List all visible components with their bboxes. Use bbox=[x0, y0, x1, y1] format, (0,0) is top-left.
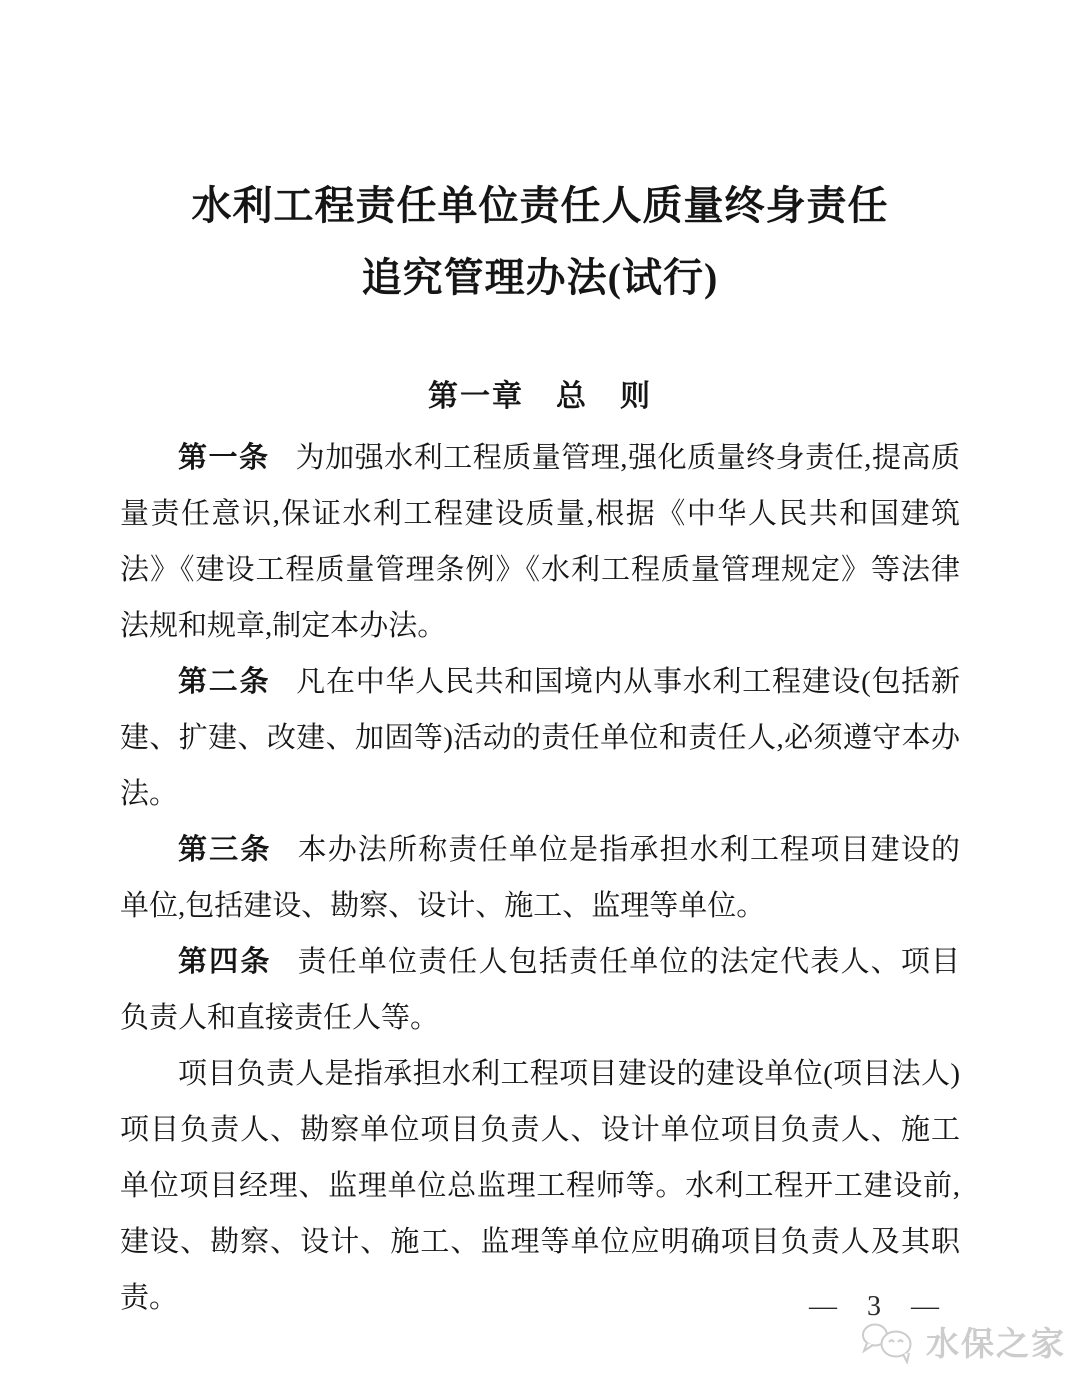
article-paragraph-4 bbox=[120, 934, 960, 1046]
article-paragraph-1 bbox=[120, 430, 960, 654]
article-1-number: 第一条 bbox=[178, 442, 270, 474]
article-3-number: 第三条 bbox=[178, 834, 272, 866]
article-2-number: 第二条 bbox=[178, 666, 271, 698]
article-2-text: 凡在中华人民共和国境内从事水利工程建设(包括新建、扩建、改建、加固等)活动的责任单位和责任人,必须遵守本办法。 bbox=[120, 666, 960, 810]
page-number: — 3 — bbox=[808, 1291, 940, 1322]
watermark bbox=[860, 1318, 1066, 1365]
article-paragraph-3 bbox=[120, 822, 960, 934]
article-1-text: 为加强水利工程质量管理,强化质量终身责任,提高质量责任意识,保证水利工程建设质量,根据《中华人民共和国建筑法》《建设工程质量管理条例》《水利工程质量管理规定》等法律法规和规章,制定本办法。 bbox=[120, 442, 960, 642]
article-4-text: 责任单位责任人包括责任单位的法定代表人、项目负责人和直接责任人等。 bbox=[120, 946, 960, 1034]
closing-paragraph: 项目负责人是指承担水利工程项目建设的建设单位(项目法人)项目负责人、勘察单位项目负责人、设计单位项目负责人、施工单位项目经理、监理单位总监理工程师等。水利工程开工建设前,建设、勘察、设计、施工、监理等单位应明确项目负责人及其职责。 bbox=[120, 1058, 960, 1314]
article-3-text: 本办法所称责任单位是指承担水利工程项目建设的单位,包括建设、勘察、设计、施工、监理等单位。 bbox=[120, 834, 960, 922]
watermark-text: 水保之家 bbox=[926, 1325, 1066, 1362]
document-title-line-1: 水利工程责任单位责任人质量终身责任 bbox=[191, 183, 889, 228]
article-4-number: 第四条 bbox=[178, 946, 272, 978]
chat-bubbles-icon bbox=[860, 1320, 918, 1364]
chapter-heading: 第一章 总 则 bbox=[428, 380, 652, 413]
document-title-line-2: 追究管理办法(试行) bbox=[361, 255, 719, 300]
document-title bbox=[120, 170, 960, 314]
article-paragraph-2 bbox=[120, 654, 960, 822]
